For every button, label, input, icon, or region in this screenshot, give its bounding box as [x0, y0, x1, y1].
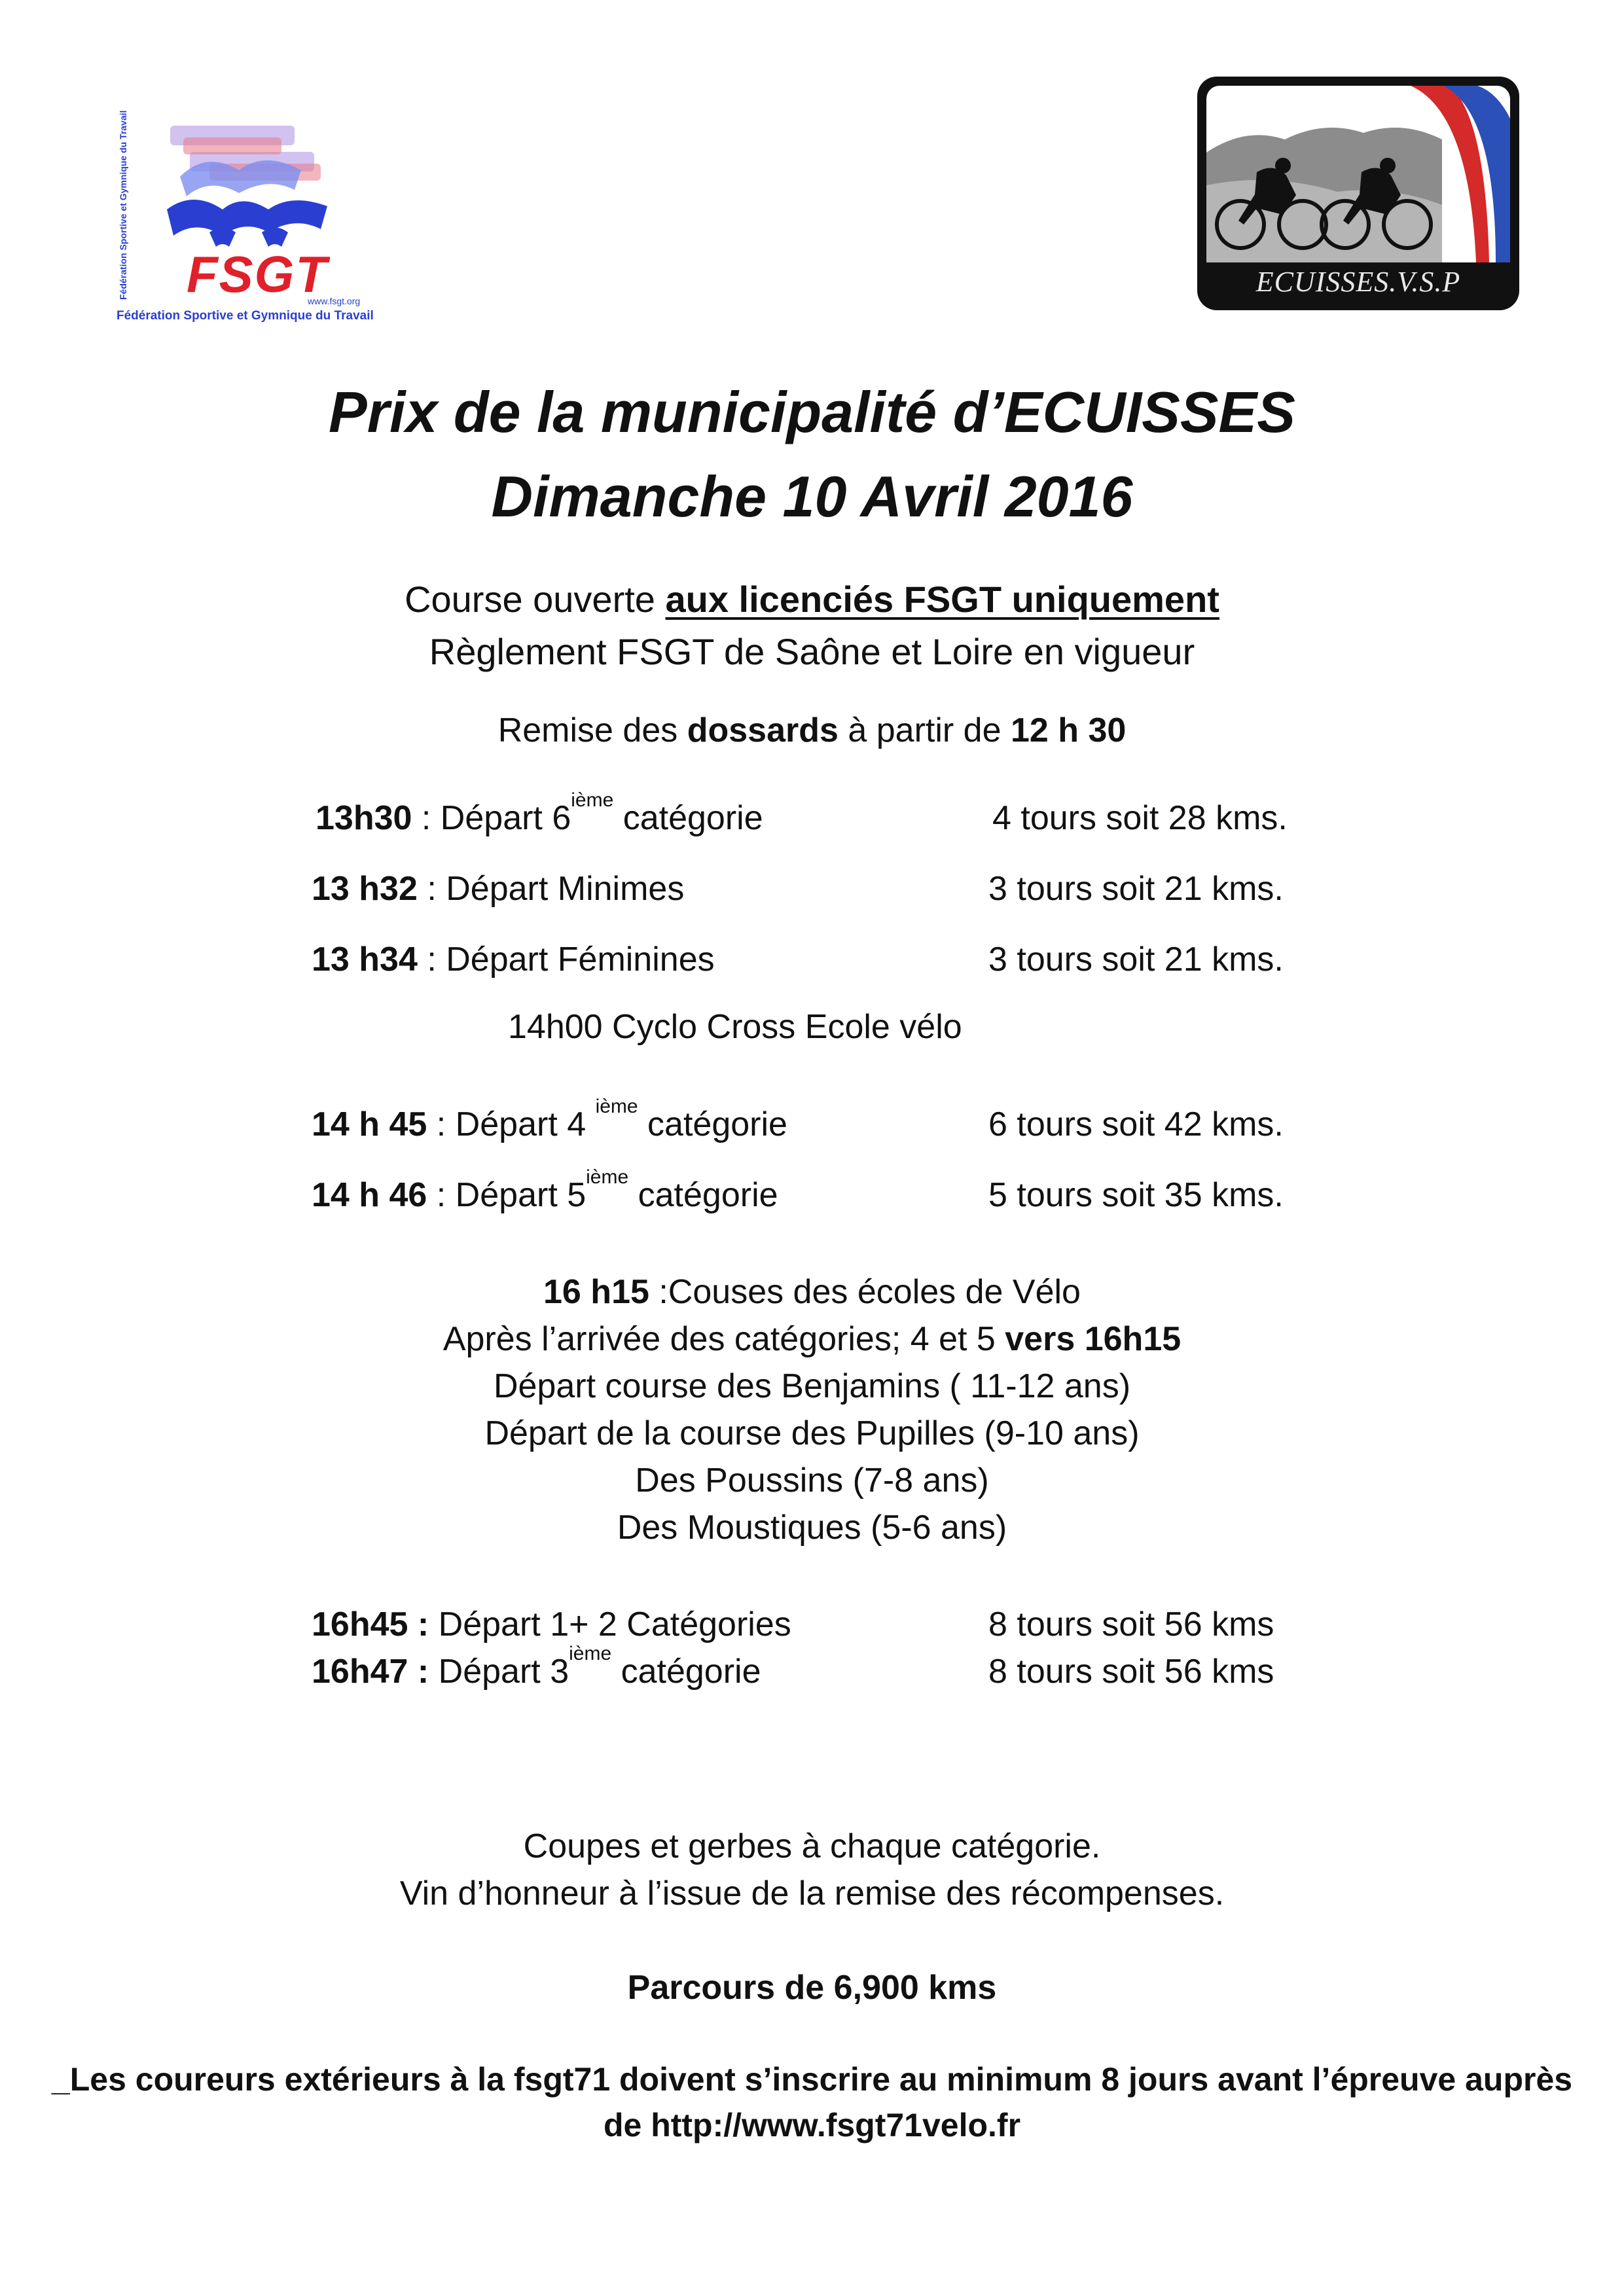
schedule-distance: 6 tours soit 42 kms. [988, 1105, 1284, 1143]
schedule-row [0, 940, 1624, 986]
schedule-time: 13 h32 [312, 870, 418, 908]
schedule-label [312, 940, 715, 979]
schedule-desc: : Départ 5 [427, 1176, 586, 1214]
bib-notice [0, 713, 1624, 747]
fsgt-wordmark: FSGT [187, 245, 328, 303]
schedule-desc-after: catégorie [628, 1176, 778, 1214]
schedule-row [0, 1605, 1624, 1651]
schedule-distance: 8 tours soit 56 kms [988, 1653, 1274, 1691]
schedule-sup: ième [569, 1643, 612, 1664]
schedule-label [312, 869, 684, 908]
event-date: Dimanche 10 Avril 2016 [491, 464, 1133, 529]
schedule-row [0, 869, 1624, 915]
ecuisses-vsp-logo [1195, 74, 1522, 313]
schedule-label [312, 1166, 778, 1215]
schedule-desc-after: catégorie [613, 799, 763, 837]
schedule-desc: : Départ Minimes [417, 870, 685, 908]
schedule-distance: 3 tours soit 21 kms. [988, 870, 1284, 908]
fsgt-vertical-label: Fédération Sportive et Gymnique du Travail [118, 110, 128, 300]
cyclocross-line: 14h00 Cyclo Cross Ecole vélo [508, 1008, 962, 1046]
registration-url: de http://www.fsgt71velo.fr [603, 2107, 1021, 2144]
schedule-row [0, 789, 1624, 844]
bib-time: 12 h 30 [1010, 711, 1127, 749]
schedule-time: 14 h 45 [312, 1105, 427, 1143]
schedule-row [0, 1166, 1624, 1221]
schools-after-bold: vers 16h15 [1005, 1320, 1182, 1358]
schools-time: 16 h15 [543, 1273, 649, 1311]
schools-line: Des Moustiques (5-6 ans) [617, 1509, 1007, 1547]
registration-notice: _Les coureurs extérieurs à la fsgt71 doivent s’inscrire au minimum 8 jours avant l’épreuve auprès [51, 2061, 1573, 2098]
open-notice-emphasis: aux licenciés FSGT uniquement [665, 579, 1219, 620]
course-length: Parcours de 6,900 kms [627, 1969, 997, 2007]
schedule-label [312, 1643, 761, 1691]
fsgt-full-name: Fédération Sportive et Gymnique du Travail [117, 309, 374, 323]
rules-notice: Règlement FSGT de Saône et Loire en vigueur [429, 631, 1195, 672]
schedule-sup: ième [586, 1166, 629, 1188]
schedule-desc-after: catégorie [611, 1653, 761, 1691]
schedule-sup: ième [595, 1096, 638, 1117]
schedule-row [0, 1643, 1624, 1698]
schedule-desc-after: catégorie [638, 1105, 787, 1143]
schools-after [0, 1322, 1624, 1356]
schedule-label [312, 1096, 787, 1144]
schools-line: Départ de la course des Pupilles (9-10 ans) [484, 1414, 1140, 1452]
fsgt-url: www.fsgt.org [308, 296, 361, 306]
schools-line: Des Poussins (7-8 ans) [635, 1462, 989, 1499]
schedule-desc: : Départ Féminines [417, 941, 715, 978]
bib-middle: à partir de [838, 711, 1011, 749]
open-notice-prefix: Course ouverte [405, 579, 666, 620]
schedule-time: 16h45 : [312, 1605, 429, 1643]
fsgt-vertical-text [111, 110, 137, 301]
rewards-line: Vin d’honneur à l’issue de la remise des récompenses. [399, 1874, 1225, 1912]
schedule-desc: Départ 1+ 2 Catégories [429, 1605, 791, 1643]
schools-line: Départ course des Benjamins ( 11-12 ans) [493, 1367, 1131, 1405]
schedule-distance: 3 tours soit 21 kms. [988, 941, 1284, 978]
schedule-desc: : Départ 6 [412, 799, 571, 837]
schools-heading [0, 1275, 1624, 1309]
open-notice [0, 581, 1624, 618]
schedule-row [0, 1096, 1624, 1151]
schedule-time: 13 h34 [312, 941, 418, 978]
schedule-distance: 4 tours soit 28 kms. [992, 799, 1288, 837]
schedule-distance: 8 tours soit 56 kms [988, 1605, 1274, 1643]
schedule-desc: Départ 3 [429, 1653, 569, 1691]
schedule-time: 13h30 [316, 799, 412, 837]
schools-after-prefix: Après l’arrivée des catégories; 4 et 5 [442, 1320, 1005, 1358]
ecuisses-vsp-label: ECUISSES.V.S.P [1255, 266, 1461, 298]
rewards-line: Coupes et gerbes à chaque catégorie. [523, 1827, 1101, 1865]
schedule-time: 16h47 : [312, 1653, 429, 1691]
bib-bold: dossards [687, 711, 839, 749]
schedule-label [312, 1605, 791, 1644]
schedule-label [316, 789, 763, 838]
schedule-desc: : Départ 4 [427, 1105, 596, 1143]
bib-prefix: Remise des [497, 711, 687, 749]
schedule-time: 14 h 46 [312, 1176, 427, 1214]
schools-label: :Couses des écoles de Vélo [649, 1273, 1081, 1311]
schedule-distance: 5 tours soit 35 kms. [988, 1176, 1284, 1214]
schedule-sup: ième [571, 789, 614, 811]
event-title: Prix de la municipalité d’ECUISSES [329, 380, 1295, 444]
